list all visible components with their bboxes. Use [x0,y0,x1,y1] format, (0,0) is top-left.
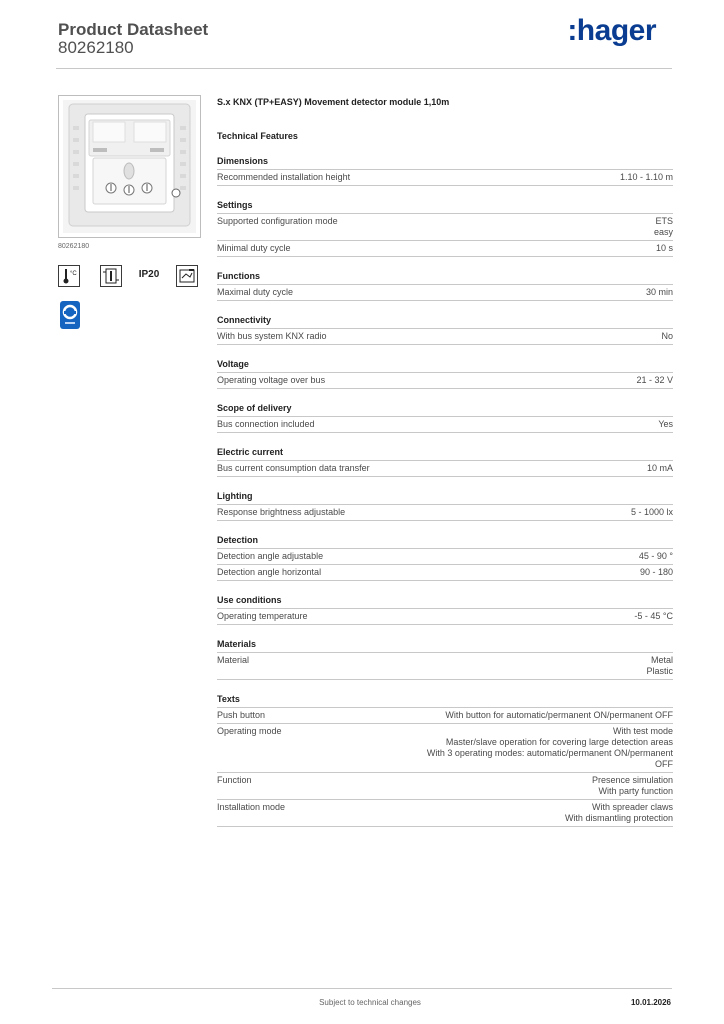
technical-features-title: Technical Features [217,131,298,141]
feature-value: 90 - 180 [639,567,673,577]
feature-values [282,726,673,770]
feature-values [265,710,673,721]
hager-logo: :hager [567,14,656,47]
feature-value: ETS [655,216,673,226]
feature-row [217,373,673,389]
feature-values [315,419,673,430]
feature-value: 5 - 1000 lx [630,507,673,517]
feature-group [217,359,673,389]
time-switch-icon [176,265,198,287]
feature-value: With dismantling protection [564,813,673,823]
feature-value: 30 min [645,287,673,297]
feature-row [217,724,673,773]
feature-label: Maximal duty cycle [217,287,294,297]
image-caption: 80262180 [58,243,90,250]
product-name: S.x KNX (TP+EASY) Movement detector module 1,10m [217,97,450,107]
group-title: Electric current [217,447,673,461]
feature-group [217,156,673,186]
feature-row [217,285,673,301]
feature-group [217,491,673,521]
feature-value: OFF [655,759,673,769]
feature-group [217,447,673,477]
feature-values [321,567,673,578]
group-title: Voltage [217,359,673,373]
group-title: Functions [217,271,673,285]
feature-value: Yes [658,419,673,429]
feature-values [285,802,673,824]
mounting-icon [100,265,122,287]
feature-label: Supported configuration mode [217,216,338,226]
feature-row [217,609,673,625]
group-title: Scope of delivery [217,403,673,417]
group-title: Materials [217,639,673,653]
temperature-label: °C [70,271,77,277]
feature-values [308,611,673,622]
feature-value: 45 - 90 ° [638,551,673,561]
feature-value: With party function [598,786,673,796]
group-title: Texts [217,694,673,708]
group-title: Connectivity [217,315,673,329]
feature-row [217,565,673,581]
thermometer-icon [58,265,80,287]
feature-values [325,375,673,386]
feature-label: Operating mode [217,726,282,736]
feature-values [291,243,673,254]
feature-value: 10 s [655,243,673,253]
feature-group [217,595,673,625]
feature-values [338,216,673,238]
feature-row [217,417,673,433]
group-title: Dimensions [217,156,673,170]
feature-group [217,694,673,827]
feature-value: Metal [650,655,673,665]
feature-label: Response brightness adjustable [217,507,346,517]
feature-row [217,214,673,241]
feature-group [217,403,673,433]
feature-values [323,551,673,562]
feature-row [217,549,673,565]
feature-label: Detection angle adjustable [217,551,324,561]
feature-values [249,655,673,677]
feature-values [345,507,673,518]
feature-value: 1.10 - 1.10 m [619,172,673,182]
feature-label: Operating temperature [217,611,308,621]
feature-label: Material [217,655,250,665]
feature-value: No [661,331,673,341]
feature-group [217,639,673,680]
feature-row [217,461,673,477]
feature-value: Presence simulation [591,775,673,785]
feature-group [217,535,673,581]
pictogram-row [58,265,208,325]
product-number: 80262180 [58,38,134,57]
feature-label: Operating voltage over bus [217,375,326,385]
feature-label: Push button [217,710,266,720]
feature-value: Plastic [646,666,673,676]
feature-group [217,271,673,301]
feature-label: Detection angle horizontal [217,567,322,577]
feature-label: Installation mode [217,802,286,812]
feature-values [370,463,673,474]
group-title: Use conditions [217,595,673,609]
footer-divider [52,988,672,989]
group-title: Lighting [217,491,673,505]
feature-row [217,329,673,345]
feature-row [217,800,673,827]
feature-value: With button for automatic/permanent ON/permanent OFF [445,710,673,720]
feature-label: With bus system KNX radio [217,331,327,341]
feature-label: Bus current consumption data transfer [217,463,370,473]
footer-date: 10.01.2026 [630,998,671,1007]
technical-content [217,96,673,827]
feature-group [217,200,673,257]
feature-row [217,170,673,186]
feature-row [217,773,673,800]
feature-row [217,505,673,521]
feature-row [217,653,673,680]
feature-label: Function [217,775,252,785]
feature-values [293,287,673,298]
feature-value: 10 mA [646,463,673,473]
feature-label: Recommended installation height [217,172,351,182]
feature-row [217,241,673,257]
feature-value: With test mode [612,726,673,736]
feature-value: 21 - 32 V [636,375,673,385]
feature-groups [217,156,673,827]
feature-values [252,775,673,797]
page-title: Product Datasheet [58,20,209,39]
feature-row [217,708,673,724]
group-title: Detection [217,535,673,549]
feature-values [327,331,673,342]
feature-value: easy [653,227,673,237]
product-image [58,95,201,238]
feature-value: -5 - 45 °C [634,611,673,621]
feature-value: With spreader claws [591,802,673,812]
group-title: Settings [217,200,673,214]
feature-group [217,315,673,345]
movement-detector-illustration [59,96,200,237]
app-icon [60,301,80,329]
footer-note: Subject to technical changes [319,998,421,1007]
ip20-badge: IP20 [136,265,162,287]
feature-values [350,172,673,183]
feature-label: Minimal duty cycle [217,243,291,253]
header-divider [56,68,672,69]
feature-value: Master/slave operation for covering large detection areas [445,737,673,747]
feature-value: With 3 operating modes: automatic/permanent ON/permanent [426,748,673,758]
feature-label: Bus connection included [217,419,315,429]
